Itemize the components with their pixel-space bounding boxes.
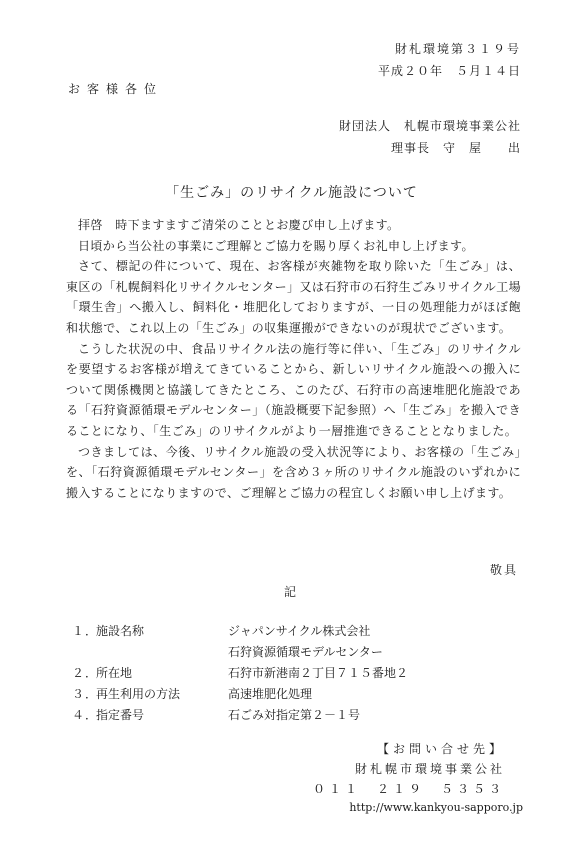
- detail-value: 高速堆肥化処理: [228, 687, 313, 701]
- detail-number: ３．: [72, 687, 99, 701]
- sender-name: 理事長 守 屋 出: [390, 141, 521, 155]
- detail-number: １．: [72, 624, 99, 638]
- facility-details: [72, 621, 492, 726]
- detail-value: 石狩市新港南２丁目７１５番地２: [228, 666, 409, 680]
- paragraph-new-facility: こうした状況の中、食品リサイクル法の施行等に伴い、「生ごみ」のリサイクルを要望するお客様が増えてきていることから、新しいリサイクル施設への搬入について関係機関と協議してきたところ、このたび、石狩市の高速堆肥化施設である「石狩資源循環モデルセンター」（施設概要下記参照）へ「生ごみ」を搬入できることになり、「生ごみ」のリサイクルがより一層推進できることとなりました。: [66, 341, 521, 438]
- paragraph-greeting: 拝啓 時下ますますご清栄のこととお慶び申し上げます。: [78, 218, 400, 232]
- contact-url-link[interactable]: http://www.kankyou-sapporo.jp: [349, 801, 523, 814]
- contact-heading: 【お問い合せ先】: [376, 742, 505, 756]
- paragraph-current-status: さて、標記の件について、現在、お客様が夾雑物を取り除いた「生ごみ」は、東区の「札幌飼料化リサイクルセンター」又は石狩市の石狩生ごみリサイクル工場「環生舎」へ搬入し、飼料化・堆肥化しておりますが、一日の処理能力がほぼ飽和状態で、これ以上の「生ごみ」の収集運搬ができないのが現状でございます。: [66, 259, 521, 335]
- ki-heading: 記: [284, 585, 297, 599]
- detail-row-facility-name: [72, 621, 492, 642]
- detail-label: 施設名称: [96, 624, 145, 638]
- detail-row-designation: [72, 705, 492, 726]
- document-date: 平成２０年 ５月１４日: [377, 64, 521, 78]
- closing-keigu: 敬具: [489, 563, 518, 577]
- detail-number: ４．: [72, 708, 99, 722]
- detail-row-method: [72, 684, 492, 705]
- contact-organization: 財札幌市環境事業公社: [354, 762, 505, 776]
- paragraph-thanks: 日頃から当公社の事業にご理解とご協力を賜り厚くお礼申し上げます。: [78, 238, 474, 253]
- letter-body: [66, 215, 521, 503]
- detail-label: 指定番号: [96, 708, 145, 722]
- contact-phone: ０１１ ２１９ ５３５３: [312, 782, 505, 796]
- detail-value: 石ごみ対指定第２－１号: [228, 708, 361, 722]
- document-title: 「生ごみ」のリサイクル施設について: [165, 185, 418, 201]
- recipient: お客様各位: [68, 82, 164, 96]
- detail-label: 再生利用の方法: [96, 687, 181, 701]
- detail-row-location: [72, 663, 492, 684]
- detail-row-facility-name-2: [72, 642, 492, 663]
- detail-value: ジャパンサイクル株式会社: [228, 624, 371, 638]
- sender-organization: 財団法人 札幌市環境事業公社: [338, 119, 521, 133]
- document-number: 財札環境第３１９号: [394, 42, 521, 56]
- detail-number: ２．: [72, 666, 99, 680]
- paragraph-request: つきましては、今後、リサイクル施設の受入状況等により、お客様の「生ごみ」を、「石狩資源循環モデルセンター」を含め３ヶ所のリサイクル施設のいずれかに搬入することになりますので、ご理解とご協力の程宜しくお願い申し上げます。: [66, 444, 521, 500]
- detail-value: 石狩資源循環モデルセンター: [228, 645, 383, 659]
- detail-label: 所在地: [96, 666, 133, 680]
